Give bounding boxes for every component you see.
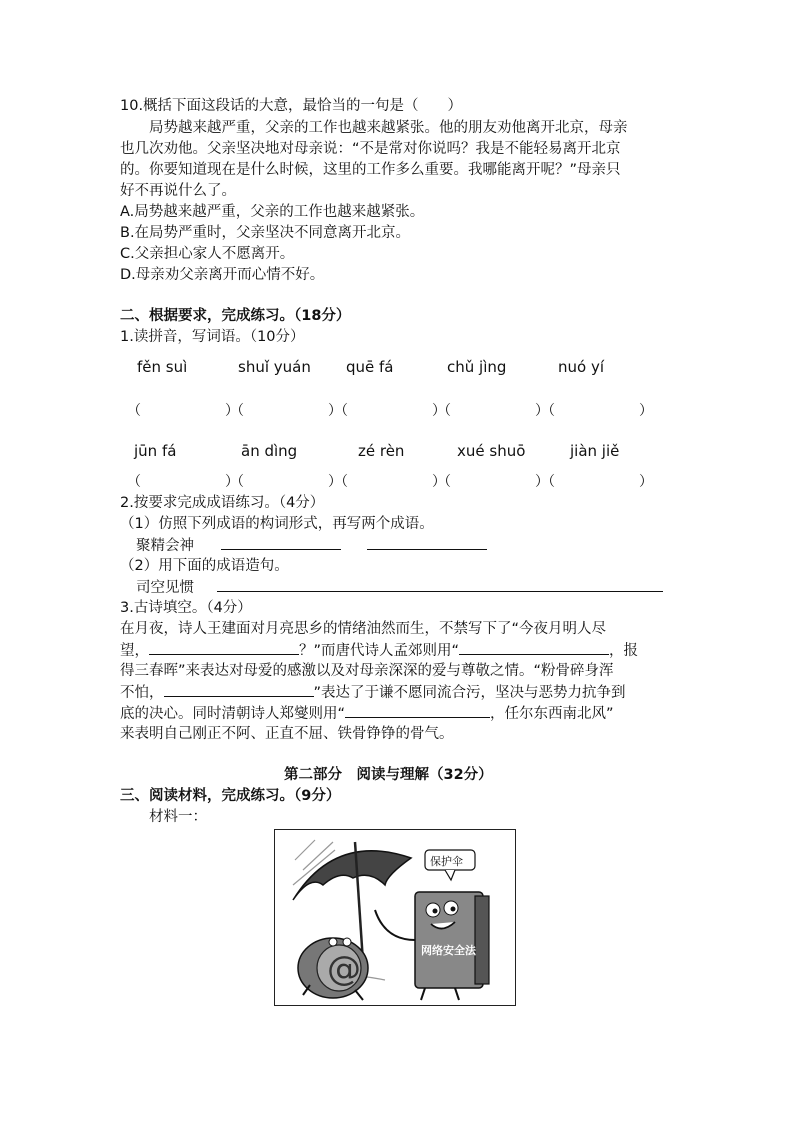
- idiom-example: 聚精会神: [136, 538, 194, 554]
- q3-text: 不怕，: [120, 685, 164, 701]
- pinyin-item: fěn suì: [137, 358, 188, 376]
- q2-1-row: [136, 535, 487, 556]
- answer-box[interactable]: （ ）: [541, 403, 653, 419]
- q3-text-line: [120, 703, 614, 724]
- answer-box[interactable]: （ ）: [230, 403, 342, 419]
- pinyin-item: nuó yí: [558, 358, 605, 376]
- poem-blank-1[interactable]: [149, 640, 299, 655]
- pinyin-item: quē fá: [346, 358, 394, 376]
- q10-option-a: A.局势越来越严重，父亲的工作也越来越紧张。: [120, 204, 425, 220]
- q3-text: 望，: [120, 643, 149, 659]
- idiom-word: 司空见惯: [136, 580, 194, 596]
- q3-text: ，报: [609, 643, 639, 659]
- q1-instruction: 1.读拼音，写词语。（10分）: [120, 329, 305, 345]
- sentence-blank[interactable]: [217, 577, 663, 592]
- material-label: 材料一：: [120, 809, 207, 825]
- answer-box[interactable]: （ ）: [230, 474, 342, 490]
- q2-1-instruction: （1）仿照下列成语的构词形式，再写两个成语。: [120, 516, 434, 532]
- poem-blank-4[interactable]: [345, 703, 490, 718]
- q2-2-instruction: （2）用下面的成语造句。: [120, 558, 289, 574]
- answer-box[interactable]: （ ）: [127, 403, 239, 419]
- law-book-character: [375, 892, 489, 1000]
- book-title: 网络安全法: [421, 944, 476, 957]
- cartoon-svg: [275, 830, 515, 1005]
- pinyin-item: jūn fá: [134, 442, 177, 460]
- answer-box[interactable]: （ ）: [541, 474, 653, 490]
- q10-option-b: B.在局势严重时，父亲坚决不同意离开北京。: [120, 225, 411, 241]
- q3-instruction: 3.古诗填空。（4分）: [120, 600, 252, 616]
- pinyin-item: ān dìng: [241, 442, 298, 460]
- answer-box[interactable]: （ ）: [334, 474, 446, 490]
- answer-box[interactable]: （ ）: [437, 474, 549, 490]
- q3-text: ？”而唐代诗人孟郊则用“: [299, 643, 460, 659]
- q10-option-c: C.父亲担心家人不愿离开。: [120, 246, 295, 262]
- q3-text-line: 来表明自己刚正不阿、正直不屈、铁骨铮铮的骨气。: [120, 726, 454, 742]
- q3-text-line: [120, 682, 626, 703]
- q3-text: ”表达了于谦不愿同流合污，坚决与恶势力抗争到: [313, 685, 626, 701]
- speech-bubble: 保护伞: [430, 855, 463, 868]
- q3-text: 底的决心。同时清朝诗人郑燮则用“: [120, 706, 346, 722]
- pinyin-item: jiàn jiě: [570, 442, 620, 460]
- q10-passage-line: 好不再说什么了。: [120, 183, 236, 199]
- poem-blank-2[interactable]: [459, 640, 609, 655]
- q10-option-d: D.母亲劝父亲离开而心情不好。: [120, 267, 325, 283]
- pinyin-item: shuǐ yuán: [238, 358, 311, 376]
- answer-box[interactable]: （ ）: [437, 403, 549, 419]
- q10-stem: 10.概括下面这段话的大意，最恰当的一句是（ ）: [120, 98, 463, 114]
- q3-text-line: [120, 640, 638, 661]
- q10-passage-line: 局势越来越严重，父亲的工作也越来越紧张。他的朋友劝他离开北京，母亲: [120, 120, 628, 136]
- q10-passage-line: 也几次劝他。父亲坚决地对母亲说：“不是常对你说吗？我是不能轻易离开北京: [120, 141, 621, 157]
- q10-passage-line: 的。你要知道现在是什么时候，这里的工作多么重要。我哪能离开呢？”母亲只: [120, 162, 621, 178]
- q3-text: ，任尔东西南北风”: [490, 706, 614, 722]
- q2-2-row: [136, 577, 663, 598]
- answer-box[interactable]: （ ）: [334, 403, 446, 419]
- part2-heading: 二、根据要求，完成练习。（18分）: [120, 308, 351, 324]
- answer-box[interactable]: （ ）: [127, 474, 239, 490]
- umbrella-icon: [293, 851, 411, 900]
- q2-instruction: 2.按要求完成成语练习。（4分）: [120, 495, 325, 511]
- part3-heading: 三、阅读材料，完成练习。（9分）: [120, 788, 341, 804]
- idiom-blank-2[interactable]: [367, 535, 487, 550]
- pinyin-item: xué shuō: [457, 442, 526, 460]
- q3-text-line: 得三春晖”来表达对母爱的感激以及对母亲深深的爱与尊敬之情。“粉骨碎身浑: [120, 663, 614, 679]
- pinyin-item: zé rèn: [358, 442, 405, 460]
- pinyin-item: chǔ jìng: [447, 358, 507, 376]
- cartoon-illustration: [274, 829, 516, 1006]
- poem-blank-3[interactable]: [164, 682, 314, 697]
- q3-text-line: 在月夜，诗人王建面对月亮思乡的情绪油然而生，不禁写下了“今夜月明人尽: [120, 621, 607, 637]
- svg-text:@: @: [327, 949, 361, 989]
- section-title: 第二部分 阅读与理解（32分）: [284, 767, 493, 783]
- idiom-blank-1[interactable]: [221, 535, 341, 550]
